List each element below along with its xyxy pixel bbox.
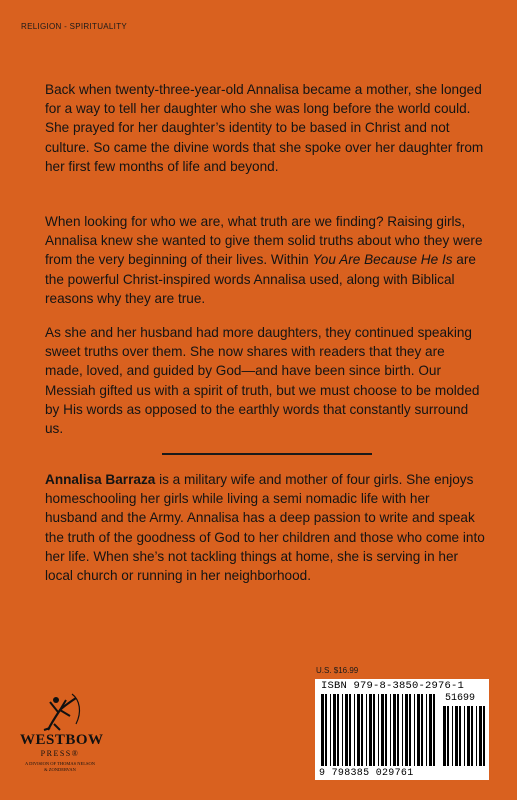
barcode-bar: [397, 694, 399, 766]
barcode-bar: [337, 694, 339, 766]
barcode-bar: [405, 694, 408, 766]
barcode-bar: [393, 694, 396, 766]
barcode-bar: [378, 694, 379, 766]
barcode-bar: [333, 694, 336, 766]
publisher-logo: [20, 690, 104, 790]
barcode-bar: [479, 706, 482, 766]
barcode-bar: [476, 706, 477, 766]
barcode-bar: [373, 694, 375, 766]
description-paragraph-1: [45, 80, 485, 176]
barcode-bar: [433, 694, 435, 766]
description-paragraph-3: [45, 323, 485, 438]
division-line-2: & ZONDERVAN: [44, 767, 76, 772]
barcode-bar: [483, 706, 485, 766]
barcode-bar: [369, 694, 372, 766]
barcode-bar: [366, 694, 367, 766]
bio-body: is a military wife and mother of four girls. She enjoys homeschooling her girls while living a semi nomadic life with her husband and the Army. Annalisa has a deep passion to write and speak the truth of the goodness of God to her children and those who come into her life. When she’s not tackling things at home, she is serving in her local church or running in her neighborhood.: [45, 472, 485, 584]
barcode-bar: [349, 694, 351, 766]
barcode: [315, 679, 489, 780]
archer-icon: [20, 690, 100, 732]
paragraph-text: As she and her husband had more daughters, they continued speaking sweet truths over them. She now shares with readers that they are made, loved, and guided by God—and have been since birth. Our Messiah gifted us with a spirit of truth, but we must choose to be molded by His words as opposed to the earthly words that constantly surround us.: [45, 325, 480, 437]
paragraph-text: [45, 212, 485, 308]
barcode-bar: [447, 706, 449, 766]
barcode-digits: 9 798385 029761: [319, 768, 414, 779]
bio-text: [45, 470, 485, 585]
barcode-bar: [342, 694, 343, 766]
paragraph-text: Back when twenty-three-year-old Annalisa became a mother, she longed for a way to tell her daughter who she was long before the world could. She prayed for her daughter’s identity to be based in Christ and not culture. So came the divine words that she spoke over her daughter from her first few months of life and beyond.: [45, 82, 484, 174]
author-name: Annalisa Barraza: [45, 472, 156, 487]
book-title: You Are Because He Is: [312, 252, 453, 268]
barcode-bar: [385, 694, 387, 766]
barcode-bar: [467, 706, 470, 766]
publisher-division: [20, 761, 100, 773]
price-label: U.S. $16.99: [316, 666, 359, 675]
section-divider: [162, 453, 372, 455]
barcode-bar: [390, 694, 391, 766]
barcode-bar: [471, 706, 473, 766]
barcode-bar: [417, 694, 420, 766]
barcode-bar: [421, 694, 423, 766]
barcode-bar: [414, 694, 415, 766]
barcode-bar: [381, 694, 384, 766]
category-label: RELIGION - SPIRITUALITY: [21, 22, 128, 31]
barcode-bar: [330, 694, 331, 766]
barcode-bar: [429, 694, 432, 766]
barcode-bar: [459, 706, 461, 766]
author-bio: [45, 470, 485, 585]
barcode-bar: [361, 694, 363, 766]
barcode-bar: [464, 706, 465, 766]
publisher-name: WESTBOW: [20, 732, 104, 748]
description-paragraph-2: [45, 212, 485, 308]
barcode-bar: [325, 694, 327, 766]
division-line-1: A DIVISION OF THOMAS NELSON: [25, 761, 95, 766]
barcode-bar: [452, 706, 453, 766]
barcode-bar: [455, 706, 458, 766]
barcode-bar: [409, 694, 411, 766]
barcode-bar: [354, 694, 355, 766]
barcode-addon-digits: 51699: [445, 693, 476, 704]
barcode-bar: [443, 706, 446, 766]
barcode-bar: [426, 694, 427, 766]
barcode-bar: [402, 694, 403, 766]
publisher-press: PRESS®: [40, 749, 80, 758]
barcode-bar: [357, 694, 360, 766]
paragraph-text-start: When looking for who we are, what truth are we finding? Raising girls, Annalisa knew she wanted to give them solid truths about who they were from the very beginning of their lives. Within: [45, 214, 483, 268]
isbn-label: ISBN 979-8-3850-2976-1: [321, 680, 465, 692]
barcode-bar: [321, 694, 324, 766]
barcode-bar: [345, 694, 348, 766]
barcode-bars: [315, 679, 489, 780]
paragraph-text-end: are the powerful Christ-inspired words Annalisa used, along with Biblical reasons why they are true.: [45, 252, 476, 306]
